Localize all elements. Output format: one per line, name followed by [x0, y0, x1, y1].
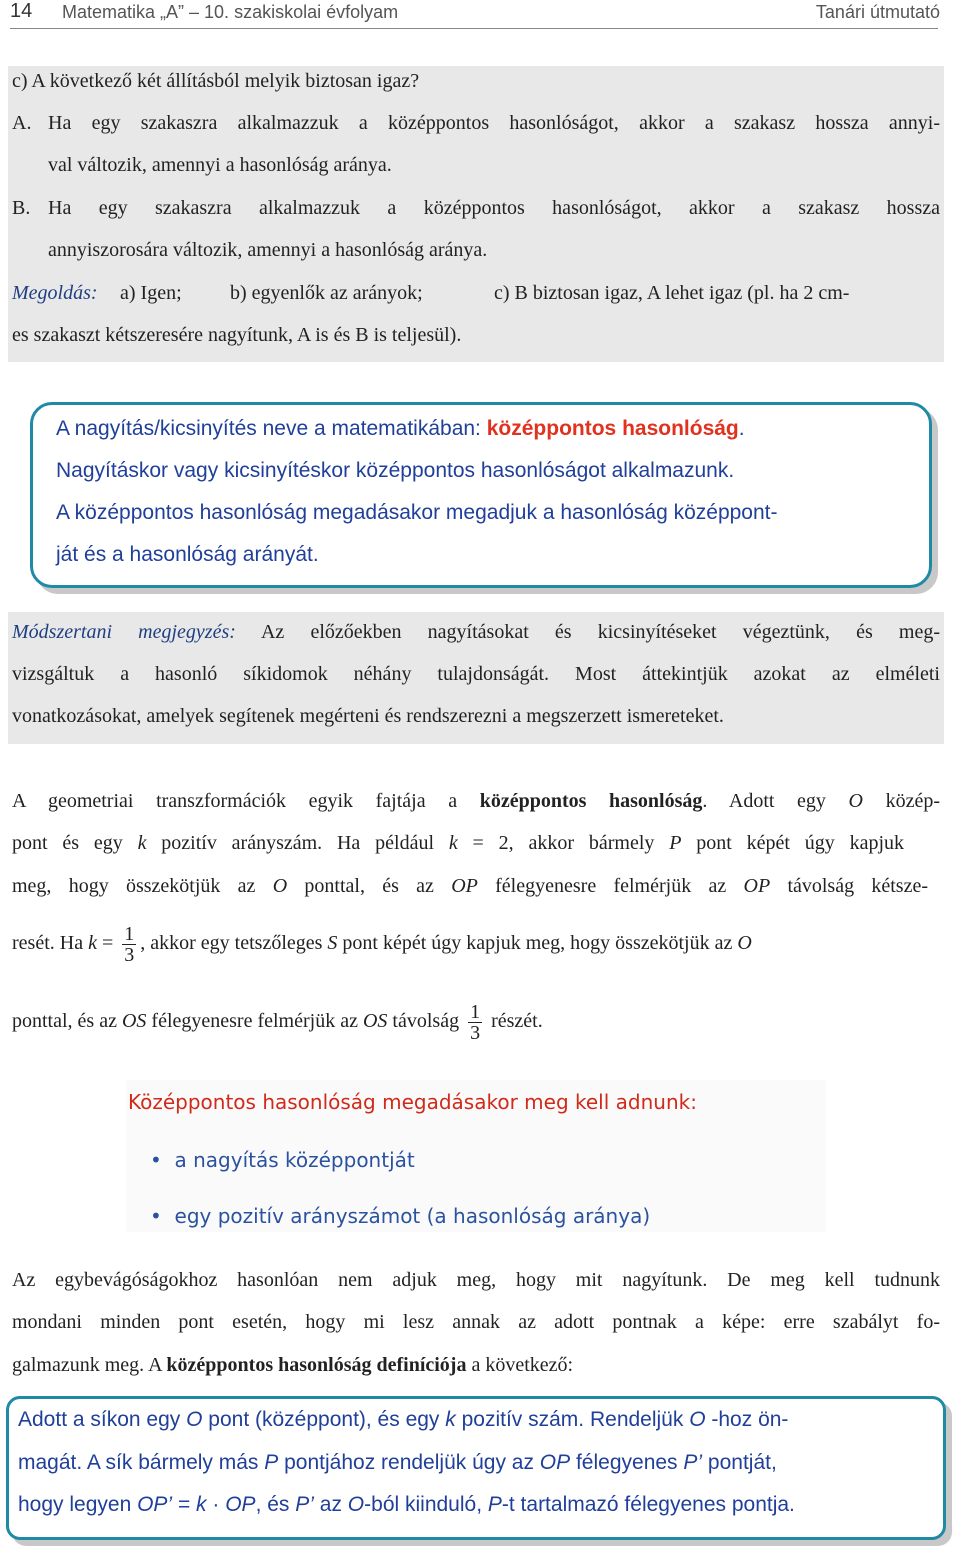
p1-text: pont képét úgy kapjuk [681, 832, 905, 854]
p1-text: félegyenesre felmérjük az [477, 875, 744, 897]
p1-text: = [96, 932, 119, 954]
p2-bold-term: középpontos hasonlóság definíciója [166, 1354, 467, 1376]
para1-line4 [12, 914, 752, 972]
p1-var: O [272, 875, 288, 897]
p1-var: P [669, 832, 682, 854]
p1-text: meg, hogy összekötjük az [12, 875, 273, 897]
box1-highlight: középpontos hasonlóság [486, 417, 739, 440]
b2-text: -ból kiinduló, [364, 1493, 488, 1516]
p1-text: pozitív arányszám. Ha például [146, 832, 449, 854]
p1-var: S [327, 932, 338, 954]
b2-text: az [313, 1493, 348, 1516]
slide-bullet-2 [150, 1204, 650, 1228]
solution-label: Megoldás: [12, 282, 98, 304]
slide-title: Középpontos hasonlóság megadásakor meg kell adnunk: [128, 1090, 697, 1114]
solution-a: a) Igen; [120, 282, 182, 304]
box1-line3: A középpontos hasonlóság megadásakor megadjuk a hasonlóság középpont- [56, 501, 778, 524]
para2-line3 [12, 1344, 573, 1386]
bullet-icon: • [150, 1204, 162, 1228]
para1-line2 [12, 822, 904, 864]
solution-line2: es szakaszt kétszeresére nagyítunk, A is és B is teljesül). [12, 324, 462, 346]
option-b-line2: annyiszorosára változik, amennyi a hasonlóság aránya. [48, 239, 488, 261]
option-b-label: B. [12, 197, 31, 219]
fraction-denominator: 3 [470, 1021, 481, 1044]
para1-line1 [12, 780, 940, 822]
p1-var: k [137, 832, 147, 854]
fraction-numerator: 1 [124, 922, 135, 945]
b2-var: P’ [683, 1451, 703, 1474]
method-line2: vizsgáltuk a hasonló síkidomok néhány tulajdonságát. Most áttekintjük azokat az elméleti [12, 663, 940, 685]
solution-c: c) B biztosan igaz, A lehet igaz (pl. ha 2 cm- [494, 282, 850, 304]
p1-bold-term: középpontos hasonlóság [479, 790, 703, 812]
solution-b: b) egyenlők az arányok; [230, 282, 423, 304]
p1-var: O [848, 790, 863, 812]
b2-var: OP [225, 1493, 256, 1516]
box2-line2 [18, 1442, 777, 1484]
p1-var: O [737, 932, 752, 954]
p1-text: . Adott egy [702, 790, 849, 812]
b2-var: k [196, 1493, 207, 1516]
b2-text: Adott a síkon egy [18, 1408, 187, 1431]
p1-text: ponttal, és az [12, 1010, 122, 1032]
question-line: c) A következő két állításból melyik biztosan igaz? [12, 70, 420, 92]
para2-line2: mondani minden pont esetén, hogy mi lesz annak az adott pontnak a képe: erre szabályt fo- [12, 1311, 940, 1333]
fraction-one-third [122, 924, 136, 965]
b2-text: = [172, 1493, 197, 1516]
b2-text: hogy legyen [18, 1493, 138, 1516]
b2-text: pontjához rendeljük úgy az [278, 1451, 540, 1474]
option-b-line1: Ha egy szakaszra alkalmazzuk a középpontos hasonlóságot, akkor a szakasz hossza [48, 197, 940, 219]
b2-var: P [487, 1493, 502, 1516]
slide-image [126, 1080, 826, 1232]
p1-text: távolság [387, 1010, 465, 1032]
fraction-denominator: 3 [124, 943, 135, 966]
b2-text: félegyenes [570, 1451, 684, 1474]
b2-var: O [347, 1493, 365, 1516]
p1-var: k [448, 832, 458, 854]
p1-text: , akkor egy tetszőleges [140, 932, 328, 954]
p1-text: pont és egy [12, 832, 138, 854]
p1-text: közép- [862, 790, 941, 812]
option-a-line1: Ha egy szakaszra alkalmazzuk a középpontos hasonlóságot, akkor a szakasz hossza annyi- [48, 112, 940, 134]
p1-text: pont képét úgy kapjuk meg, hogy összekötjük az [337, 932, 738, 954]
p1-text: részét. [486, 1010, 543, 1032]
p1-text: = 2, akkor bármely [457, 832, 670, 854]
b2-text: , és [255, 1493, 296, 1516]
para1-line5 [12, 992, 543, 1050]
fraction-one-third-2 [468, 1002, 482, 1043]
page-header [0, 0, 960, 26]
para2-line1: Az egybevágóságokhoz hasonlóan nem adjuk meg, hogy mit nagyítunk. De meg kell tudnunk [12, 1269, 940, 1291]
b2-text: -hoz ön- [705, 1408, 789, 1431]
b2-var: P [264, 1451, 279, 1474]
para1-line3 [12, 865, 928, 907]
p1-text: ponttal, és az [287, 875, 452, 897]
slide-bullet-1-text: a nagyítás középpontját [174, 1148, 415, 1172]
box1-line1 [56, 408, 745, 450]
option-a-label: A. [12, 112, 32, 134]
page-number: 14 [10, 0, 33, 22]
b2-text: pozitív szám. Rendeljük [455, 1408, 690, 1431]
solution-line1 [12, 272, 940, 314]
box1-line2: Nagyításkor vagy kicsinyítéskor középpontos hasonlóságot alkalmazunk. [56, 459, 735, 482]
b2-var: OP’ [137, 1493, 173, 1516]
option-a-line2: val változik, amennyi a hasonlóság aránya. [48, 154, 392, 176]
b2-var: P’ [295, 1493, 314, 1516]
b2-text: pont (középpont), és egy [202, 1408, 446, 1431]
p1-text: távolság kétsze- [770, 875, 928, 897]
b2-var: k [445, 1408, 456, 1431]
b2-text: -t tartalmazó félegyenes pontja. [501, 1493, 795, 1516]
box2-line1 [18, 1399, 788, 1441]
header-title: Matematika „A” – 10. szakiskolai évfolyam [62, 2, 399, 22]
p1-var: OS [362, 1010, 388, 1032]
p1-var: OP [451, 875, 478, 897]
fraction-numerator: 1 [470, 1000, 481, 1023]
p1-var: OP [743, 875, 771, 897]
box1-line4: ját és a hasonlóság arányát. [56, 543, 319, 566]
b2-var: O [689, 1408, 706, 1431]
method-label: Módszertani megjegyzés: [12, 621, 236, 643]
b2-text: · [206, 1493, 226, 1516]
method-line1-text: Az előzőekben nagyításokat és kicsinyítéseket végeztünk, és meg- [235, 621, 941, 643]
p1-text: félegyenesre felmérjük az [146, 1010, 363, 1032]
bullet-icon: • [150, 1148, 162, 1172]
p1-text: A geometriai transzformációk egyik fajtája a [12, 790, 480, 812]
slide-bullet-2-text: egy pozitív arányszámot (a hasonlóság aránya) [174, 1204, 651, 1228]
p1-text: resét. Ha [12, 932, 89, 954]
p1-var: k [88, 932, 97, 954]
b2-text: pontját, [702, 1451, 777, 1474]
header-right: Tanári útmutató [815, 2, 940, 22]
box1-line1-text: A nagyítás/kicsinyítés neve a matematikában: [56, 417, 487, 440]
b2-var: O [186, 1408, 203, 1431]
b2-var: OP [539, 1451, 571, 1474]
p1-var: OS [121, 1010, 147, 1032]
method-line3: vonatkozásokat, amelyek segítenek megérteni és rendszerezni a megszerzett ismereteket. [12, 705, 724, 727]
slide-bullet-1 [150, 1148, 415, 1172]
method-line1 [12, 611, 940, 653]
b2-text: magát. A sík bármely más [18, 1451, 265, 1474]
header-rule [10, 28, 938, 29]
p2-text: a következő: [466, 1354, 574, 1376]
box1-period: . [738, 417, 745, 440]
box2-line3 [18, 1484, 795, 1526]
p2-text: galmazunk meg. A [12, 1354, 167, 1376]
